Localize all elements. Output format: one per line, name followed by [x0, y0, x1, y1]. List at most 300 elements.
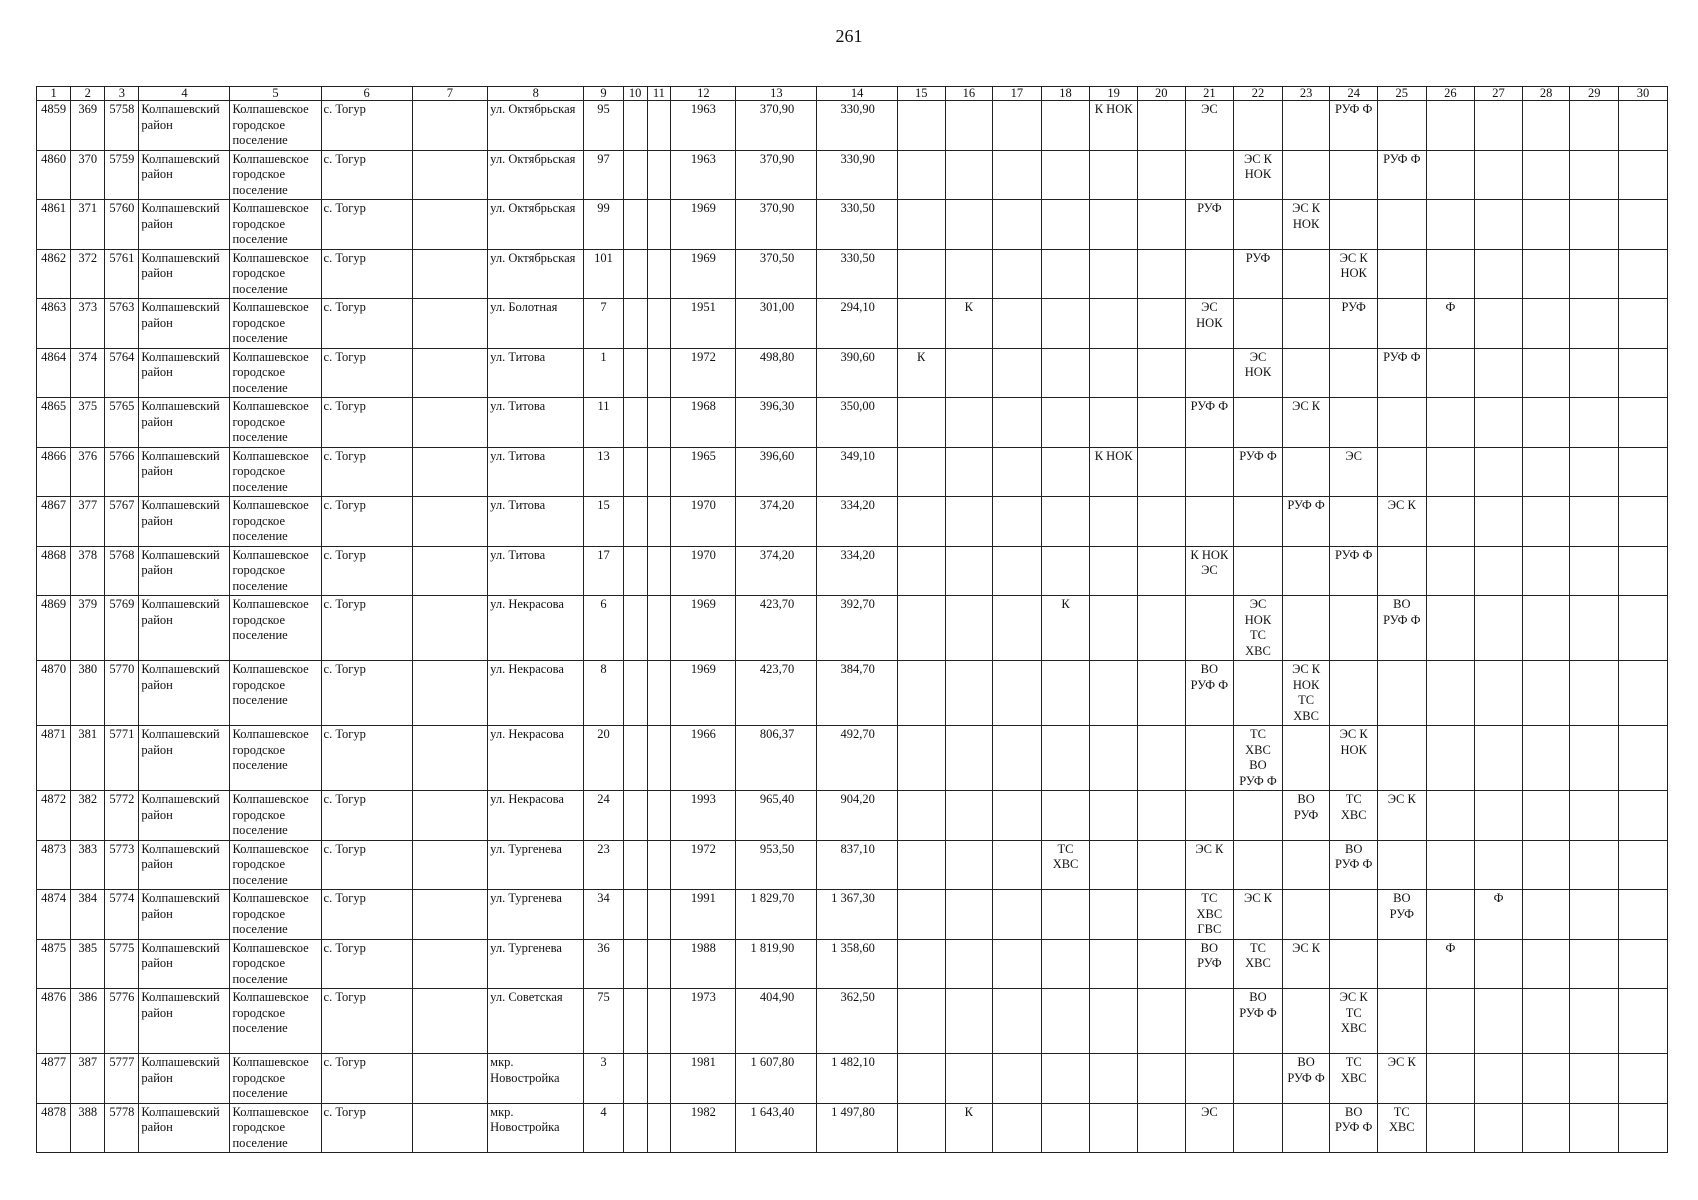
table-cell-col-13: 370,90 [736, 200, 817, 250]
table-cell-col-2: 375 [71, 398, 105, 448]
table-cell-col-6: с. Тогур [321, 726, 412, 791]
table-cell-col-21: ЭС [1185, 1103, 1234, 1153]
table-cell-col-10 [623, 299, 647, 349]
table-cell-col-16 [945, 939, 993, 989]
table-cell-col-10 [623, 989, 647, 1054]
table-cell-col-28 [1522, 398, 1570, 448]
table-cell-col-17 [993, 596, 1042, 661]
table-cell-col-5: Колпашевское городское поселение [230, 348, 321, 398]
table-cell-col-24 [1330, 200, 1378, 250]
housing-register-table [36, 86, 1668, 1153]
table-cell-col-6: с. Тогур [321, 596, 412, 661]
table-row [37, 840, 1668, 890]
table-cell-col-12: 1993 [671, 791, 736, 841]
table-cell-col-25: РУФ Ф [1377, 150, 1426, 200]
table-cell-col-5: Колпашевское городское поселение [230, 150, 321, 200]
table-cell-col-30 [1619, 989, 1668, 1054]
table-cell-col-26 [1426, 546, 1475, 596]
table-cell-col-1: 4877 [37, 1054, 71, 1104]
table-cell-col-25 [1377, 726, 1426, 791]
table-cell-col-28 [1522, 989, 1570, 1054]
table-cell-col-25 [1377, 840, 1426, 890]
table-cell-col-10 [623, 890, 647, 940]
table-cell-col-10 [623, 1054, 647, 1104]
table-cell-col-22: ТС ХВС [1234, 939, 1283, 989]
table-cell-col-2: 386 [71, 989, 105, 1054]
table-cell-col-1: 4872 [37, 791, 71, 841]
table-cell-col-6: с. Тогур [321, 1054, 412, 1104]
table-cell-col-26 [1426, 840, 1475, 890]
table-cell-col-6: с. Тогур [321, 890, 412, 940]
table-row [37, 447, 1668, 497]
table-cell-col-22 [1234, 299, 1283, 349]
table-cell-col-8: ул. Октябрьская [488, 200, 584, 250]
table-cell-col-20 [1137, 939, 1185, 989]
table-cell-col-17 [993, 989, 1042, 1054]
table-cell-col-13: 1 819,90 [736, 939, 817, 989]
table-cell-col-30 [1619, 726, 1668, 791]
table-cell-col-4: Колпашевский район [139, 726, 230, 791]
table-cell-col-25 [1377, 989, 1426, 1054]
table-cell-col-12: 1970 [671, 497, 736, 547]
table-cell-col-23 [1282, 1103, 1330, 1153]
table-cell-col-12: 1969 [671, 200, 736, 250]
table-cell-col-27 [1475, 596, 1523, 661]
table-cell-col-14: 334,20 [817, 497, 898, 547]
column-header-14: 14 [817, 87, 898, 101]
table-cell-col-18 [1041, 249, 1090, 299]
table-cell-col-6: с. Тогур [321, 299, 412, 349]
table-cell-col-15: К [897, 348, 945, 398]
table-cell-col-28 [1522, 1103, 1570, 1153]
table-cell-col-13: 423,70 [736, 596, 817, 661]
table-cell-col-12: 1970 [671, 546, 736, 596]
table-cell-col-23 [1282, 726, 1330, 791]
table-cell-col-15 [897, 939, 945, 989]
table-cell-col-5: Колпашевское городское поселение [230, 546, 321, 596]
table-cell-col-27 [1475, 1054, 1523, 1104]
table-cell-col-9: 75 [584, 989, 623, 1054]
table-cell-col-16 [945, 101, 993, 151]
table-cell-col-4: Колпашевский район [139, 596, 230, 661]
table-cell-col-29 [1570, 150, 1619, 200]
table-cell-col-22: РУФ [1234, 249, 1283, 299]
table-cell-col-9: 17 [584, 546, 623, 596]
table-cell-col-23 [1282, 249, 1330, 299]
table-cell-col-29 [1570, 791, 1619, 841]
table-cell-col-16 [945, 840, 993, 890]
column-header-19: 19 [1090, 87, 1138, 101]
column-header-7: 7 [412, 87, 488, 101]
table-cell-col-3: 5766 [105, 447, 139, 497]
table-cell-col-17 [993, 447, 1042, 497]
table-cell-col-11 [647, 726, 671, 791]
table-cell-col-24 [1330, 398, 1378, 448]
table-cell-col-30 [1619, 249, 1668, 299]
table-cell-col-14: 1 482,10 [817, 1054, 898, 1104]
table-cell-col-21 [1185, 348, 1234, 398]
table-cell-col-21: ЭС НОК [1185, 299, 1234, 349]
table-cell-col-3: 5759 [105, 150, 139, 200]
table-cell-col-3: 5758 [105, 101, 139, 151]
table-cell-col-25 [1377, 101, 1426, 151]
table-cell-col-18 [1041, 791, 1090, 841]
table-cell-col-5: Колпашевское городское поселение [230, 1103, 321, 1153]
table-cell-col-28 [1522, 791, 1570, 841]
table-cell-col-17 [993, 890, 1042, 940]
table-cell-col-21 [1185, 989, 1234, 1054]
table-cell-col-8: ул. Советская [488, 989, 584, 1054]
table-cell-col-28 [1522, 249, 1570, 299]
table-cell-col-3: 5767 [105, 497, 139, 547]
table-cell-col-8: ул. Некрасова [488, 661, 584, 726]
table-row [37, 726, 1668, 791]
table-cell-col-9: 15 [584, 497, 623, 547]
table-cell-col-16 [945, 200, 993, 250]
table-cell-col-21: ВО РУФ [1185, 939, 1234, 989]
table-cell-col-16 [945, 1054, 993, 1104]
table-cell-col-22 [1234, 1103, 1283, 1153]
table-cell-col-16 [945, 497, 993, 547]
table-cell-col-28 [1522, 447, 1570, 497]
table-cell-col-26 [1426, 1054, 1475, 1104]
table-cell-col-11 [647, 447, 671, 497]
table-cell-col-4: Колпашевский район [139, 1103, 230, 1153]
table-cell-col-27 [1475, 840, 1523, 890]
table-cell-col-30 [1619, 596, 1668, 661]
table-cell-col-22 [1234, 840, 1283, 890]
table-cell-col-9: 8 [584, 661, 623, 726]
table-cell-col-17 [993, 840, 1042, 890]
table-cell-col-24: ЭС К НОК [1330, 726, 1378, 791]
table-cell-col-11 [647, 840, 671, 890]
table-cell-col-19 [1090, 1054, 1138, 1104]
table-cell-col-25 [1377, 299, 1426, 349]
table-cell-col-13: 370,90 [736, 150, 817, 200]
table-cell-col-7 [412, 726, 488, 791]
table-cell-col-24: ЭС К ТС ХВС [1330, 989, 1378, 1054]
table-cell-col-1: 4876 [37, 989, 71, 1054]
table-cell-col-4: Колпашевский район [139, 546, 230, 596]
table-cell-col-22: ВО РУФ Ф [1234, 989, 1283, 1054]
table-cell-col-25 [1377, 447, 1426, 497]
table-row [37, 890, 1668, 940]
table-cell-col-4: Колпашевский район [139, 101, 230, 151]
table-cell-col-4: Колпашевский район [139, 890, 230, 940]
table-cell-col-3: 5772 [105, 791, 139, 841]
table-cell-col-4: Колпашевский район [139, 989, 230, 1054]
table-cell-col-24 [1330, 497, 1378, 547]
table-cell-col-29 [1570, 661, 1619, 726]
table-cell-col-26 [1426, 200, 1475, 250]
table-cell-col-19: К НОК [1090, 447, 1138, 497]
table-cell-col-19 [1090, 840, 1138, 890]
column-header-3: 3 [105, 87, 139, 101]
table-cell-col-6: с. Тогур [321, 497, 412, 547]
table-cell-col-1: 4875 [37, 939, 71, 989]
table-cell-col-22: ЭС НОК ТС ХВС [1234, 596, 1283, 661]
table-cell-col-4: Колпашевский район [139, 447, 230, 497]
table-cell-col-25: РУФ Ф [1377, 348, 1426, 398]
table-cell-col-1: 4873 [37, 840, 71, 890]
table-cell-col-30 [1619, 299, 1668, 349]
table-cell-col-7 [412, 1103, 488, 1153]
table-cell-col-20 [1137, 1054, 1185, 1104]
column-header-21: 21 [1185, 87, 1234, 101]
table-cell-col-10 [623, 661, 647, 726]
table-cell-col-11 [647, 890, 671, 940]
table-cell-col-23 [1282, 101, 1330, 151]
table-cell-col-17 [993, 546, 1042, 596]
table-cell-col-19 [1090, 398, 1138, 448]
table-cell-col-5: Колпашевское городское поселение [230, 1054, 321, 1104]
table-cell-col-5: Колпашевское городское поселение [230, 791, 321, 841]
table-cell-col-7 [412, 661, 488, 726]
table-cell-col-13: 370,50 [736, 249, 817, 299]
table-cell-col-18: ТС ХВС [1041, 840, 1090, 890]
column-header-12: 12 [671, 87, 736, 101]
table-cell-col-15 [897, 497, 945, 547]
table-cell-col-18 [1041, 150, 1090, 200]
table-cell-col-14: 362,50 [817, 989, 898, 1054]
table-cell-col-26 [1426, 726, 1475, 791]
table-cell-col-5: Колпашевское городское поселение [230, 249, 321, 299]
table-cell-col-24: ВО РУФ Ф [1330, 840, 1378, 890]
table-cell-col-13: 498,80 [736, 348, 817, 398]
table-cell-col-19 [1090, 249, 1138, 299]
table-cell-col-18 [1041, 726, 1090, 791]
table-cell-col-7 [412, 398, 488, 448]
table-cell-col-4: Колпашевский район [139, 150, 230, 200]
table-cell-col-6: с. Тогур [321, 447, 412, 497]
table-body [37, 101, 1668, 1153]
table-cell-col-10 [623, 150, 647, 200]
table-cell-col-26 [1426, 661, 1475, 726]
table-cell-col-25 [1377, 939, 1426, 989]
table-cell-col-18 [1041, 661, 1090, 726]
table-cell-col-15 [897, 249, 945, 299]
table-cell-col-1: 4864 [37, 348, 71, 398]
table-cell-col-21: ВО РУФ Ф [1185, 661, 1234, 726]
table-cell-col-6: с. Тогур [321, 200, 412, 250]
table-cell-col-27 [1475, 989, 1523, 1054]
table-cell-col-15 [897, 101, 945, 151]
table-cell-col-1: 4869 [37, 596, 71, 661]
table-cell-col-14: 492,70 [817, 726, 898, 791]
table-cell-col-29 [1570, 348, 1619, 398]
table-cell-col-8: ул. Тургенева [488, 939, 584, 989]
table-cell-col-12: 1963 [671, 101, 736, 151]
table-cell-col-24: ЭС [1330, 447, 1378, 497]
table-cell-col-2: 373 [71, 299, 105, 349]
table-cell-col-26 [1426, 348, 1475, 398]
table-cell-col-12: 1968 [671, 398, 736, 448]
table-cell-col-3: 5774 [105, 890, 139, 940]
table-cell-col-26 [1426, 890, 1475, 940]
table-cell-col-12: 1991 [671, 890, 736, 940]
table-cell-col-5: Колпашевское городское поселение [230, 939, 321, 989]
table-cell-col-29 [1570, 101, 1619, 151]
column-header-6: 6 [321, 87, 412, 101]
table-cell-col-8: ул. Октябрьская [488, 101, 584, 151]
table-cell-col-2: 387 [71, 1054, 105, 1104]
table-cell-col-21: ЭС [1185, 101, 1234, 151]
table-cell-col-2: 377 [71, 497, 105, 547]
table-cell-col-12: 1973 [671, 989, 736, 1054]
table-cell-col-9: 95 [584, 101, 623, 151]
table-cell-col-29 [1570, 200, 1619, 250]
table-cell-col-13: 396,60 [736, 447, 817, 497]
column-header-23: 23 [1282, 87, 1330, 101]
table-cell-col-2: 378 [71, 546, 105, 596]
table-cell-col-24 [1330, 596, 1378, 661]
table-cell-col-17 [993, 1103, 1042, 1153]
column-header-15: 15 [897, 87, 945, 101]
table-cell-col-2: 376 [71, 447, 105, 497]
table-cell-col-6: с. Тогур [321, 150, 412, 200]
table-cell-col-24: РУФ [1330, 299, 1378, 349]
table-cell-col-20 [1137, 661, 1185, 726]
table-cell-col-18 [1041, 398, 1090, 448]
table-cell-col-17 [993, 497, 1042, 547]
table-cell-col-8: ул. Тургенева [488, 890, 584, 940]
table-cell-col-25 [1377, 249, 1426, 299]
table-cell-col-8: ул. Титова [488, 447, 584, 497]
table-cell-col-14: 330,50 [817, 200, 898, 250]
table-cell-col-27: Ф [1475, 890, 1523, 940]
table-cell-col-2: 370 [71, 150, 105, 200]
table-cell-col-27 [1475, 200, 1523, 250]
table-cell-col-14: 904,20 [817, 791, 898, 841]
table-cell-col-7 [412, 150, 488, 200]
table-cell-col-14: 1 497,80 [817, 1103, 898, 1153]
table-cell-col-4: Колпашевский район [139, 200, 230, 250]
table-cell-col-23: ВО РУФ Ф [1282, 1054, 1330, 1104]
table-row [37, 989, 1668, 1054]
table-cell-col-13: 404,90 [736, 989, 817, 1054]
table-cell-col-17 [993, 791, 1042, 841]
table-cell-col-11 [647, 1054, 671, 1104]
table-cell-col-18 [1041, 299, 1090, 349]
table-row [37, 546, 1668, 596]
table-cell-col-16 [945, 447, 993, 497]
table-cell-col-22 [1234, 200, 1283, 250]
table-cell-col-24: ВО РУФ Ф [1330, 1103, 1378, 1153]
table-cell-col-4: Колпашевский район [139, 348, 230, 398]
table-cell-col-26 [1426, 497, 1475, 547]
table-cell-col-4: Колпашевский район [139, 398, 230, 448]
table-cell-col-13: 806,37 [736, 726, 817, 791]
table-cell-col-26 [1426, 791, 1475, 841]
table-cell-col-22 [1234, 497, 1283, 547]
table-cell-col-30 [1619, 791, 1668, 841]
column-number-row [37, 87, 1668, 101]
table-cell-col-29 [1570, 299, 1619, 349]
table-cell-col-29 [1570, 840, 1619, 890]
table-cell-col-13: 374,20 [736, 497, 817, 547]
table-row [37, 299, 1668, 349]
table-row [37, 497, 1668, 547]
table-cell-col-23: РУФ Ф [1282, 497, 1330, 547]
table-cell-col-8: ул. Титова [488, 348, 584, 398]
table-cell-col-22: РУФ Ф [1234, 447, 1283, 497]
table-cell-col-11 [647, 101, 671, 151]
table-cell-col-29 [1570, 398, 1619, 448]
table-cell-col-12: 1982 [671, 1103, 736, 1153]
table-cell-col-21: ТС ХВС ГВС [1185, 890, 1234, 940]
table-cell-col-14: 1 358,60 [817, 939, 898, 989]
table-cell-col-30 [1619, 497, 1668, 547]
table-cell-col-7 [412, 890, 488, 940]
table-cell-col-8: ул. Титова [488, 398, 584, 448]
table-cell-col-6: с. Тогур [321, 101, 412, 151]
table-cell-col-9: 7 [584, 299, 623, 349]
table-cell-col-3: 5777 [105, 1054, 139, 1104]
table-cell-col-10 [623, 726, 647, 791]
table-cell-col-7 [412, 989, 488, 1054]
table-cell-col-7 [412, 1054, 488, 1104]
table-cell-col-30 [1619, 840, 1668, 890]
table-cell-col-26 [1426, 596, 1475, 661]
table-cell-col-2: 371 [71, 200, 105, 250]
table-cell-col-2: 382 [71, 791, 105, 841]
table-cell-col-23 [1282, 840, 1330, 890]
table-cell-col-8: ул. Некрасова [488, 596, 584, 661]
table-cell-col-4: Колпашевский район [139, 939, 230, 989]
table-cell-col-12: 1969 [671, 249, 736, 299]
table-cell-col-3: 5769 [105, 596, 139, 661]
table-cell-col-26 [1426, 150, 1475, 200]
table-cell-col-28 [1522, 200, 1570, 250]
table-cell-col-26 [1426, 447, 1475, 497]
table-cell-col-29 [1570, 497, 1619, 547]
table-cell-col-23: ЭС К [1282, 398, 1330, 448]
table-cell-col-17 [993, 299, 1042, 349]
table-row [37, 348, 1668, 398]
table-cell-col-9: 23 [584, 840, 623, 890]
table-cell-col-25: ТС ХВС [1377, 1103, 1426, 1153]
table-cell-col-27 [1475, 299, 1523, 349]
table-cell-col-28 [1522, 596, 1570, 661]
table-cell-col-4: Колпашевский район [139, 791, 230, 841]
table-cell-col-9: 4 [584, 1103, 623, 1153]
table-cell-col-24: ТС ХВС [1330, 791, 1378, 841]
table-cell-col-17 [993, 150, 1042, 200]
table-cell-col-29 [1570, 939, 1619, 989]
table-cell-col-1: 4867 [37, 497, 71, 547]
table-row [37, 661, 1668, 726]
table-cell-col-11 [647, 150, 671, 200]
table-cell-col-6: с. Тогур [321, 546, 412, 596]
table-cell-col-1: 4862 [37, 249, 71, 299]
table-cell-col-4: Колпашевский район [139, 661, 230, 726]
table-cell-col-19 [1090, 150, 1138, 200]
table-cell-col-12: 1981 [671, 1054, 736, 1104]
table-cell-col-11 [647, 348, 671, 398]
table-cell-col-10 [623, 546, 647, 596]
table-cell-col-27 [1475, 150, 1523, 200]
table-cell-col-15 [897, 890, 945, 940]
table-cell-col-24: ТС ХВС [1330, 1054, 1378, 1104]
table-cell-col-2: 374 [71, 348, 105, 398]
table-cell-col-11 [647, 200, 671, 250]
table-cell-col-20 [1137, 1103, 1185, 1153]
table-cell-col-17 [993, 398, 1042, 448]
table-cell-col-18 [1041, 1054, 1090, 1104]
table-cell-col-5: Колпашевское городское поселение [230, 989, 321, 1054]
table-cell-col-9: 11 [584, 398, 623, 448]
table-cell-col-25: ЭС К [1377, 497, 1426, 547]
